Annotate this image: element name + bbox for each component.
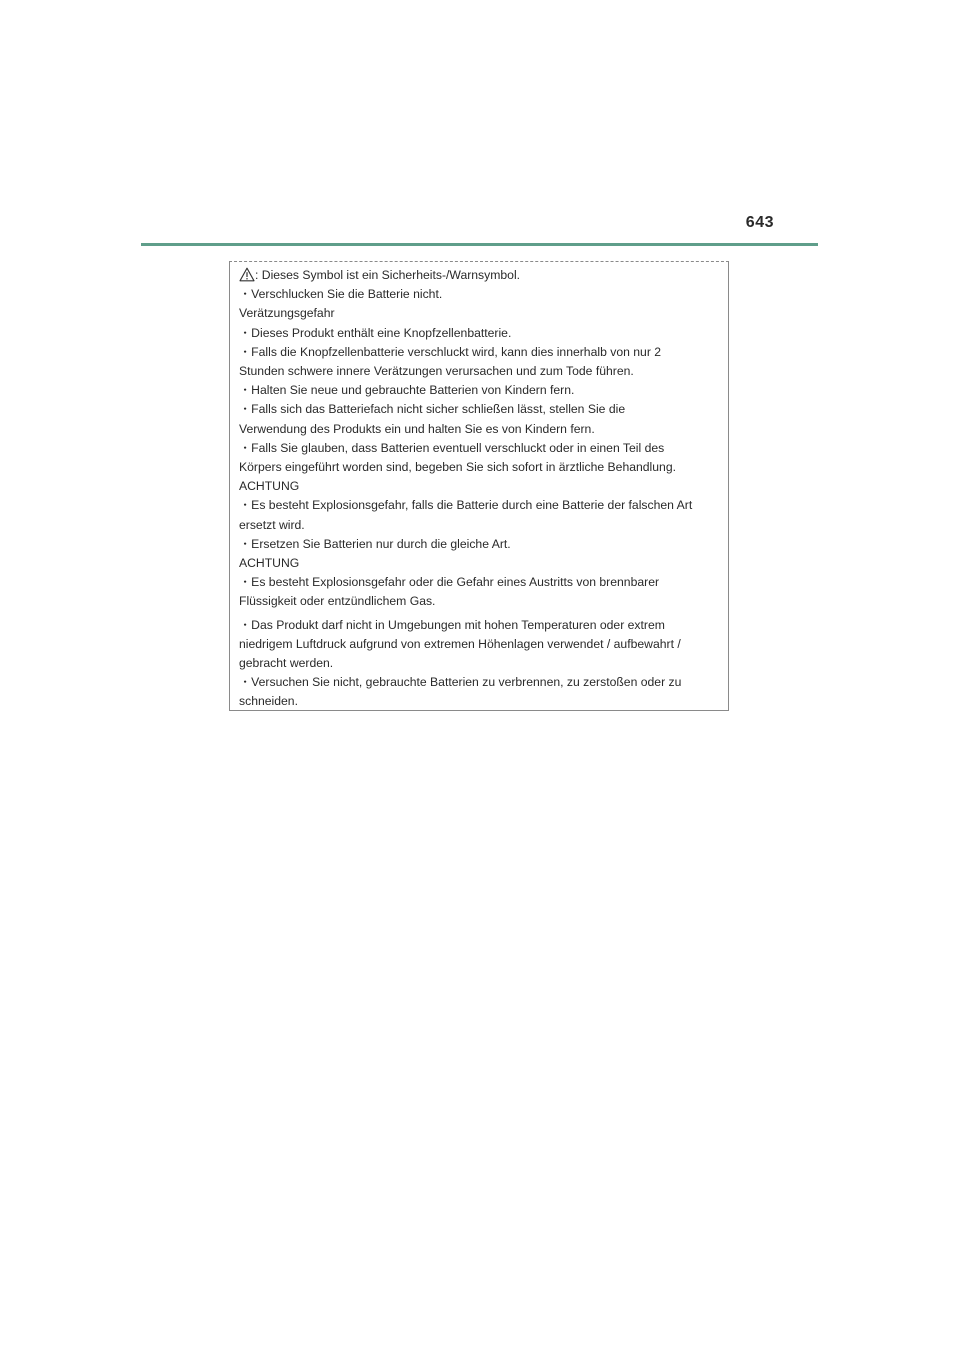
- notice-line: ersetzt wird.: [239, 517, 305, 532]
- notice-heading: Verätzungsgefahr: [239, 306, 335, 321]
- notice-heading: ACHTUNG: [239, 556, 300, 571]
- battery-warning-box: [229, 261, 729, 711]
- notice-line: ・Halten Sie neue und gebrauchte Batterien von Kindern fern.: [239, 383, 575, 398]
- notice-line: ・Dieses Produkt enthält eine Knopfzellenbatterie.: [239, 325, 512, 340]
- notice-line: schneiden.: [239, 694, 298, 709]
- notice-line: Stunden schwere innere Verätzungen verursachen und zum Tode führen.: [239, 364, 634, 379]
- notice-line: ・Ersetzen Sie Batterien nur durch die gleiche Art.: [239, 536, 511, 551]
- notice-line: ・Es besteht Explosionsgefahr, falls die Batterie durch eine Batterie der falschen Art: [239, 498, 693, 513]
- notice-line: ・Versuchen Sie nicht, gebrauchte Batterien zu verbrennen, zu zerstoßen oder zu: [239, 675, 682, 690]
- header-rule: [141, 243, 818, 246]
- notice-line: Verwendung des Produkts ein und halten Sie es von Kindern fern.: [239, 421, 595, 436]
- notice-line: Körpers eingeführt worden sind, begeben Sie sich sofort in ärztliche Behandlung.: [239, 460, 676, 475]
- notice-line: ・Das Produkt darf nicht in Umgebungen mit hohen Temperaturen oder extrem: [239, 617, 665, 632]
- notice-line: ・Falls Sie glauben, dass Batterien eventuell verschluckt oder in einen Teil des: [239, 440, 665, 455]
- notice-line: : Dieses Symbol ist ein Sicherheits-/Warnsymbol.: [255, 268, 521, 282]
- warning-symbol-line: [239, 266, 723, 285]
- notice-line: Flüssigkeit oder entzündlichem Gas.: [239, 594, 436, 609]
- notice-heading: ACHTUNG: [239, 479, 300, 494]
- notice-line: ・Falls die Knopfzellenbatterie verschluckt wird, kann dies innerhalb von nur 2: [239, 344, 662, 359]
- warning-triangle-icon: [239, 267, 255, 282]
- notice-line: ・Es besteht Explosionsgefahr oder die Gefahr eines Austritts von brennbarer: [239, 575, 660, 590]
- battery-warning-text: [239, 266, 723, 711]
- notice-line: niedrigem Luftdruck aufgrund von extremen Höhenlagen verwendet / aufbewahrt /: [239, 636, 681, 651]
- page-number: 643: [745, 214, 774, 231]
- notice-line: gebracht werden.: [239, 656, 334, 671]
- notice-line: ・Verschlucken Sie die Batterie nicht.: [239, 287, 443, 302]
- notice-line: ・Falls sich das Batteriefach nicht sicher schließen lässt, stellen Sie die: [239, 402, 626, 417]
